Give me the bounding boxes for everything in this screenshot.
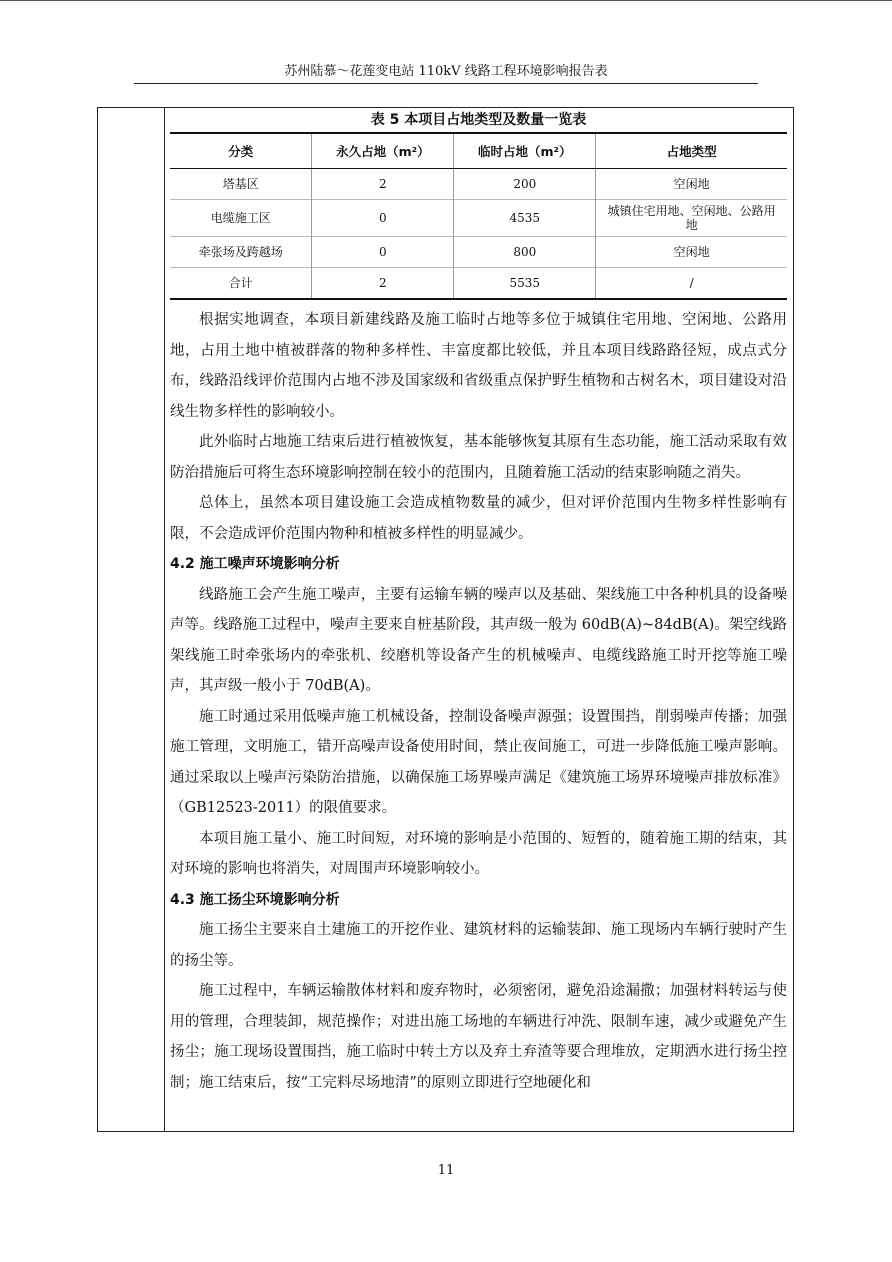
table-cell: 空闲地 (596, 237, 787, 268)
table-cell: 0 (312, 237, 454, 268)
column-header: 占地类型 (596, 133, 787, 169)
section-heading-4-3: 4.3 施工扬尘环境影响分析 (170, 891, 340, 908)
column-header: 永久占地（m²） (312, 133, 454, 169)
table-cell: 2 (312, 268, 454, 300)
land-use-table (170, 132, 787, 300)
table-row (170, 200, 787, 237)
table-cell: 800 (454, 237, 596, 268)
table-cell: 合计 (170, 268, 312, 300)
column-header: 临时占地（m²） (454, 133, 596, 169)
table-row (170, 169, 787, 200)
paragraph: 线路施工会产生施工噪声，主要有运输车辆的噪声以及基础、架线施工中各种机具的设备噪声等。线路施工过程中，噪声主要来自桩基阶段，其声级一般为 60dB(A)~84dB(A)。架空线路架线施工时牵张场内的牵张机、绞磨机等设备产生的机械噪声、电缆线路施工时开挖等施工噪声，其声级一般小于 70dB(A)。 (170, 586, 787, 694)
table-caption: 表 5 本项目占地类型及数量一览表 (370, 112, 587, 128)
header-rule (134, 83, 758, 84)
table-cell: 牵张场及跨越场 (170, 237, 312, 268)
table-cell: 2 (312, 169, 454, 200)
page-number: 11 (437, 1163, 455, 1178)
report-body (170, 305, 787, 1098)
table-cell: 电缆施工区 (170, 200, 312, 237)
page-top-rule (0, 0, 892, 1)
table-cell: 塔基区 (170, 169, 312, 200)
section-heading-4-2: 4.2 施工噪声环境影响分析 (170, 556, 340, 572)
column-header: 分类 (170, 133, 312, 169)
paragraph: 本项目施工量小、施工时间短，对环境的影响是小范围的、短暂的，随着施工期的结束，其对环境的影响也将消失，对周围声环境影响较小。 (170, 830, 787, 877)
frame-divider (164, 108, 165, 1131)
report-content (170, 108, 787, 1098)
page-header: 苏州陆慕～花莲变电站 110kV 线路工程环境影响报告表 (284, 64, 608, 79)
paragraph: 总体上，虽然本项目建设施工会造成植物数量的减少，但对评价范围内生物多样性影响有限，不会造成评价范围内物种和植被多样性的明显减少。 (170, 495, 787, 542)
table-cell: 城镇住宅用地、空闲地、公路用地 (596, 200, 787, 237)
table-cell: 0 (312, 200, 454, 237)
table-row-total (170, 268, 787, 300)
paragraph: 此外临时占地施工结束后进行植被恢复，基本能够恢复其原有生态功能，施工活动采取有效防治措施后可将生态环境影响控制在较小的范围内，且随着施工活动的结束影响随之消失。 (170, 434, 787, 481)
table-cell: 4535 (454, 200, 596, 237)
paragraph: 施工时通过采用低噪声施工机械设备，控制设备噪声源强；设置围挡，削弱噪声传播；加强施工管理，文明施工，错开高噪声设备使用时间，禁止夜间施工，可进一步降低施工噪声影响。通过采取以上噪声污染防治措施，以确保施工场界噪声满足《建筑施工场界环境噪声排放标准》（GB12523-2011）的限值要求。 (170, 708, 787, 816)
table-cell: 空闲地 (596, 169, 787, 200)
table-cell: 200 (454, 169, 596, 200)
paragraph: 根据实地调查，本项目新建线路及施工临时占地等多位于城镇住宅用地、空闲地、公路用地，占用土地中植被群落的物种多样性、丰富度都比较低，并且本项目线路路径短，成点式分布，线路沿线评价范围内占地不涉及国家级和省级重点保护野生植物和古树名木，项目建设对沿线生物多样性的影响较小。 (170, 312, 787, 420)
report-frame (97, 107, 794, 1132)
table-header-row (170, 133, 787, 169)
table-cell: 5535 (454, 268, 596, 300)
table-row (170, 237, 787, 268)
paragraph: 施工扬尘主要来自土建施工的开挖作业、建筑材料的运输装卸、施工现场内车辆行驶时产生的扬尘等。 (170, 922, 787, 969)
paragraph: 施工过程中，车辆运输散体材料和废弃物时，必须密闭，避免沿途漏撒；加强材料转运与使用的管理，合理装卸，规范操作；对进出施工场地的车辆进行冲洗、限制车速，减少或避免产生扬尘；施工现场设置围挡，施工临时中转土方以及弃土弃渣等要合理堆放，定期洒水进行扬尘控制；施工结束后，按“工完料尽场地清”的原则立即进行空地硬化和 (170, 983, 787, 1091)
table-cell: / (596, 268, 787, 300)
